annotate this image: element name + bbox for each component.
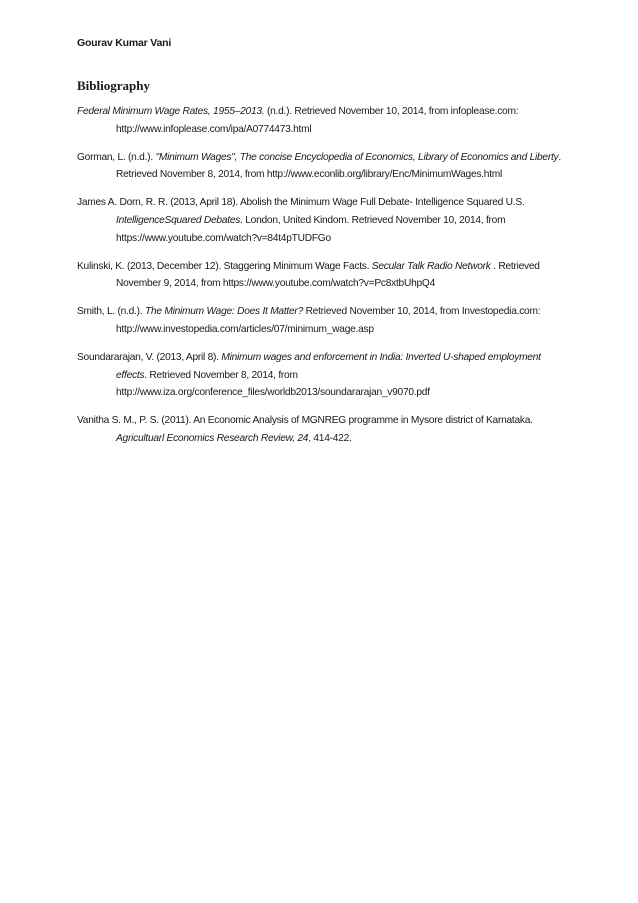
reference-post: , 414-422. [308, 432, 352, 444]
header-author: Gourav Kumar Vani [77, 37, 172, 49]
reference-entry [77, 303, 567, 338]
reference-pre: Vanitha S. M., P. S. (2011). An Economic Analysis of MGNREG programme in Mysore district of Karnataka. [77, 415, 533, 427]
reference-title: Minimum wages and enforcement in India: Inverted U-shaped employment effects [116, 352, 541, 381]
reference-title: Federal Minimum Wage Rates, 1955–2013. [77, 106, 265, 117]
bibliography-list [77, 103, 567, 458]
reference-post: Retrieved November 10, 2014, from Investopedia.com: http://www.investopedia.com/articles/07/minimum_wage.asp [116, 306, 541, 335]
reference-title: "Minimum Wages", The concise Encyclopedia of Economics, Library of Economics and Liberty [155, 151, 559, 163]
reference-title: Agricultuarl Economics Research Review, 24 [116, 432, 309, 444]
reference-entry [77, 149, 567, 184]
reference-entry [77, 194, 567, 247]
reference-entry [77, 349, 567, 402]
reference-title: The Minimum Wage: Does It Matter? [144, 306, 303, 318]
reference-post: . London, United Kindom. Retrieved November 10, 2014, from https://www.youtube.com/watch?v=84t4pTUDFGo [116, 214, 506, 244]
bibliography-heading: Bibliography [77, 78, 150, 93]
reference-post: . Retrieved November 8, 2014, from http://www.econlib.org/library/Enc/MinimumWages.html [116, 151, 561, 181]
reference-title: IntelligenceSquared Debates [116, 214, 241, 226]
reference-entry [77, 103, 567, 138]
reference-pre: Kulinski, K. (2013, December 12). Staggering Minimum Wage Facts. [77, 260, 372, 272]
reference-post: . Retrieved November 8, 2014, from http://www.iza.org/conference_files/worldb2013/soundararajan_v9070.pdf [116, 369, 430, 399]
reference-pre: Smith, L. (n.d.). [77, 306, 145, 318]
reference-entry [77, 258, 567, 293]
reference-pre: James A. Dorn, R. R. (2013, April 18). Abolish the Minimum Wage Full Debate- Intelligence Squared U.S. [77, 197, 525, 209]
reference-entry [77, 412, 567, 447]
reference-pre: Gorman, L. (n.d.). [77, 151, 156, 163]
reference-title: Secular Talk Radio Network [371, 260, 491, 272]
reference-pre: Soundararajan, V. (2013, April 8). [77, 352, 222, 364]
reference-post: (n.d.). Retrieved November 10, 2014, from infoplease.com: http://www.infoplease.com/ipa/A0774473.html [116, 106, 519, 135]
reference-post: . Retrieved November 9, 2014, from https://www.youtube.com/watch?v=Pc8xtbUhpQ4 [116, 260, 540, 290]
